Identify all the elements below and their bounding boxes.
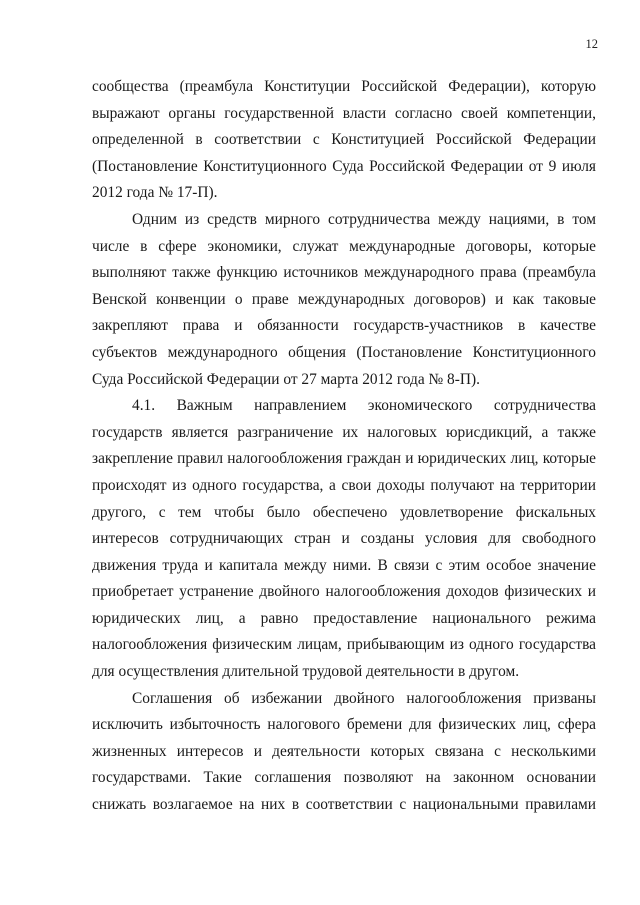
document-body: [92, 74, 596, 819]
page-number: 12: [585, 37, 598, 51]
paragraph-constitution-preamble: сообщества (преамбула Конституции Российской Федерации), которую выражают органы государственной власти согласно своей компетенции, определенной в соответствии с Конституцией Российской Федерации (Постановление Конституционного Суда Российской Федерации от 9 июля 2012 года № 17-П).: [92, 78, 596, 202]
paragraph-tax-jurisdiction: 4.1. Важным направлением экономического сотрудничества государств является разграничение их налоговых юрисдикций, а также закрепление правил налогообложения граждан и юридических лиц, которые происходят из одного государства, а свои доходы получают на территории другого, с тем чтобы было обеспечено удовлетворение фискальных интересов сотрудничающих стран и созданы условия для свободного движения труда и капитала между ними. В связи с этим особое значение приобретает устранение двойного налогообложения доходов физических и юридических лиц, а равно предоставление национального режима налогообложения физическим лицам, прибывающим из одного государства для осуществления длительной трудовой деятельности в другом.: [92, 397, 596, 681]
paragraph-international-treaties: Одним из средств мирного сотрудничества между нациями, в том числе в сфере экономики, служат международные договоры, которые выполняют также функцию источников международного права (преамбула Венской конвенции о праве международных договоров) и как таковые закрепляют права и обязанности государств-участников в качестве субъектов международного общения (Постановление Конституционного Суда Российской Федерации от 27 марта 2012 года № 8-П).: [92, 210, 596, 388]
paragraph-double-taxation-agreements: Соглашения об избежании двойного налогообложения призваны исключить избыточность налогового бремени для физических лиц, сфера жизненных интересов и деятельности которых связана с несколькими государствами. Такие соглашения позволяют на законном основании снижать возлагаемое на них в соответствии с национальными правилами: [92, 689, 596, 814]
